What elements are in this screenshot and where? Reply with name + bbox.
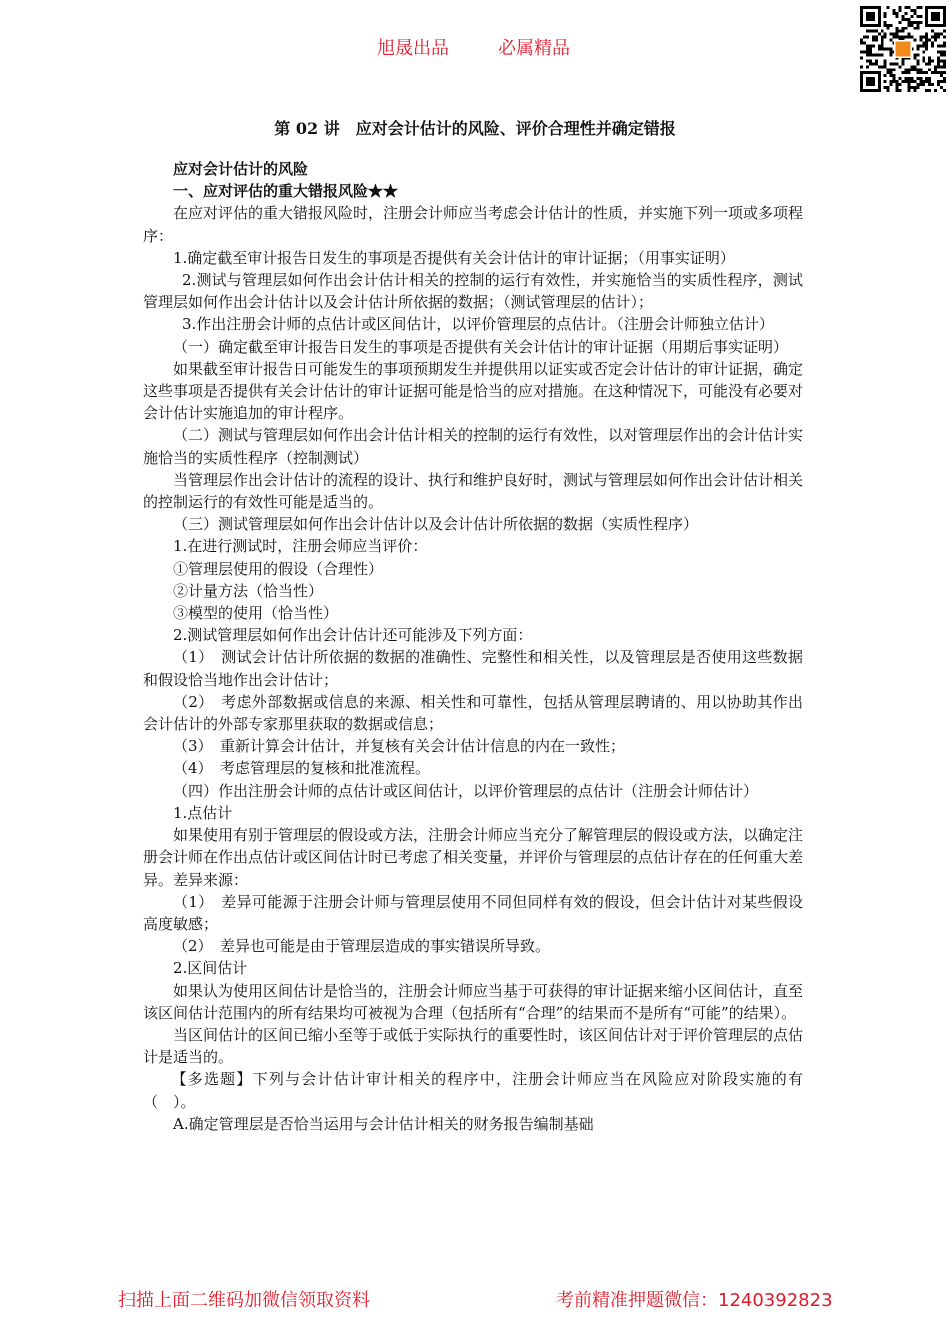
paragraph: （2） 考虑外部数据或信息的来源、相关性和可靠性，包括从管理层聘请的、用以协助其作出会计估计的外部专家那里获取的数据或信息； <box>143 692 803 734</box>
paragraph: 3.作出注册会计师的点估计或区间估计，以评价管理层的点估计。（注册会计师独立估计） <box>182 315 774 334</box>
paragraph: ②计量方法（恰当性） <box>173 581 324 600</box>
paragraph: 当区间估计的区间已缩小至等于或低于实际执行的重要性时，该区间估计对于评价管理层的点估计是适当的。 <box>143 1025 803 1067</box>
document-body <box>143 158 803 1224</box>
footer-left-text: 扫描上面二维码加微信领取资料 <box>118 1290 370 1311</box>
page-title: 第 02 讲 应对会计估计的风险、评价合理性并确定错报 <box>274 119 676 138</box>
paragraph: 如果使用有别于管理层的假设或方法，注册会计师应当充分了解管理层的假设或方法，以确定注册会计师在作出点估计或区间估计时已考虑了相关变量，并评价与管理层的点估计存在的任何重大差异。差异来源： <box>143 826 803 889</box>
paragraph: 2.测试管理层如何作出会计估计还可能涉及下列方面： <box>173 626 533 645</box>
paragraph: 【多选题】下列与会计估计审计相关的程序中，注册会计师应当在风险应对阶段实施的有（ ）。 <box>143 1070 803 1111</box>
paragraph: ①管理层使用的假设（合理性） <box>173 559 384 578</box>
section-heading: 一、应对评估的重大错报风险★★ <box>173 182 399 201</box>
paragraph: （三）测试管理层如何作出会计估计以及会计估计所依据的数据（实质性程序） <box>173 515 699 534</box>
paragraph: 在应对评估的重大错报风险时，注册会计师应当考虑会计估计的性质，并实施下列一项或多项程序： <box>143 204 803 245</box>
section-heading: 应对会计估计的风险 <box>173 160 309 178</box>
paragraph: ③模型的使用（恰当性） <box>173 604 339 623</box>
paragraph: （四）作出注册会计师的点估计或区间估计，以评价管理层的点估计（注册会计师估计） <box>173 781 759 800</box>
paragraph: 1.在进行测试时，注册会师应当评价： <box>173 537 428 556</box>
paragraph: 2.测试与管理层如何作出会计估计相关的控制的运行有效性，并实施恰当的实质性程序，测试管理层如何作出会计估计以及会计估计所依据的数据；（测试管理层的估计）； <box>143 271 803 312</box>
paragraph: 当管理层作出会计估计的流程的设计、执行和维护良好时，测试与管理层如何作出会计估计相关的控制运行的有效性可能是适当的。 <box>143 470 803 512</box>
paragraph: 如果截至审计报告日可能发生的事项预期发生并提供用以证实或否定会计估计的审计证据，确定这些事项是否提供有关会计估计的审计证据可能是恰当的应对措施。在这种情况下，可能没有必要对会计估计实施追加的审计程序。 <box>143 359 803 423</box>
qr-code-icon <box>860 6 946 92</box>
paragraph: （1） 差异可能源于注册会计师与管理层使用不同但同样有效的假设，但会计估计对某些假设高度敏感； <box>143 892 803 933</box>
brand-right-text: 必属精品 <box>498 38 570 59</box>
footer-right-text: 考前精准押题微信：1240392823 <box>556 1290 833 1311</box>
paragraph: （一）确定截至审计报告日发生的事项是否提供有关会计估计的审计证据（用期后事实证明） <box>173 337 789 356</box>
paragraph: （3） 重新计算会计估计，并复核有关会计估计信息的内在一致性； <box>173 737 626 756</box>
paragraph: A.确定管理层是否恰当运用与会计估计相关的财务报告编制基础 <box>173 1114 594 1133</box>
paragraph: （2） 差异也可能是由于管理层造成的事实错误所导致。 <box>173 937 551 956</box>
paragraph: （二）测试与管理层如何作出会计估计相关的控制的运行有效性，以对管理层作出的会计估计实施恰当的实质性程序（控制测试） <box>143 426 803 467</box>
paragraph: 2.区间估计 <box>173 959 248 978</box>
paragraph: 1.点估计 <box>173 803 233 822</box>
paragraph: （4） 考虑管理层的复核和批准流程。 <box>173 759 431 778</box>
paragraph: （1） 测试会计估计所依据的数据的准确性、完整性和相关性，以及管理层是否使用这些数据和假设恰当地作出会计估计； <box>143 648 803 689</box>
paragraph: 如果认为使用区间估计是恰当的，注册会计师应当基于可获得的审计证据来缩小区间估计，直至该区间估计范围内的所有结果均可被视为合理（包括所有“合理”的结果而不是所有“可能”的结果）。 <box>143 981 803 1022</box>
paragraph: 1.确定截至审计报告日发生的事项是否提供有关会计估计的审计证据；（用事实证明） <box>173 248 735 267</box>
brand-left-text: 旭晟出品 <box>377 38 449 59</box>
